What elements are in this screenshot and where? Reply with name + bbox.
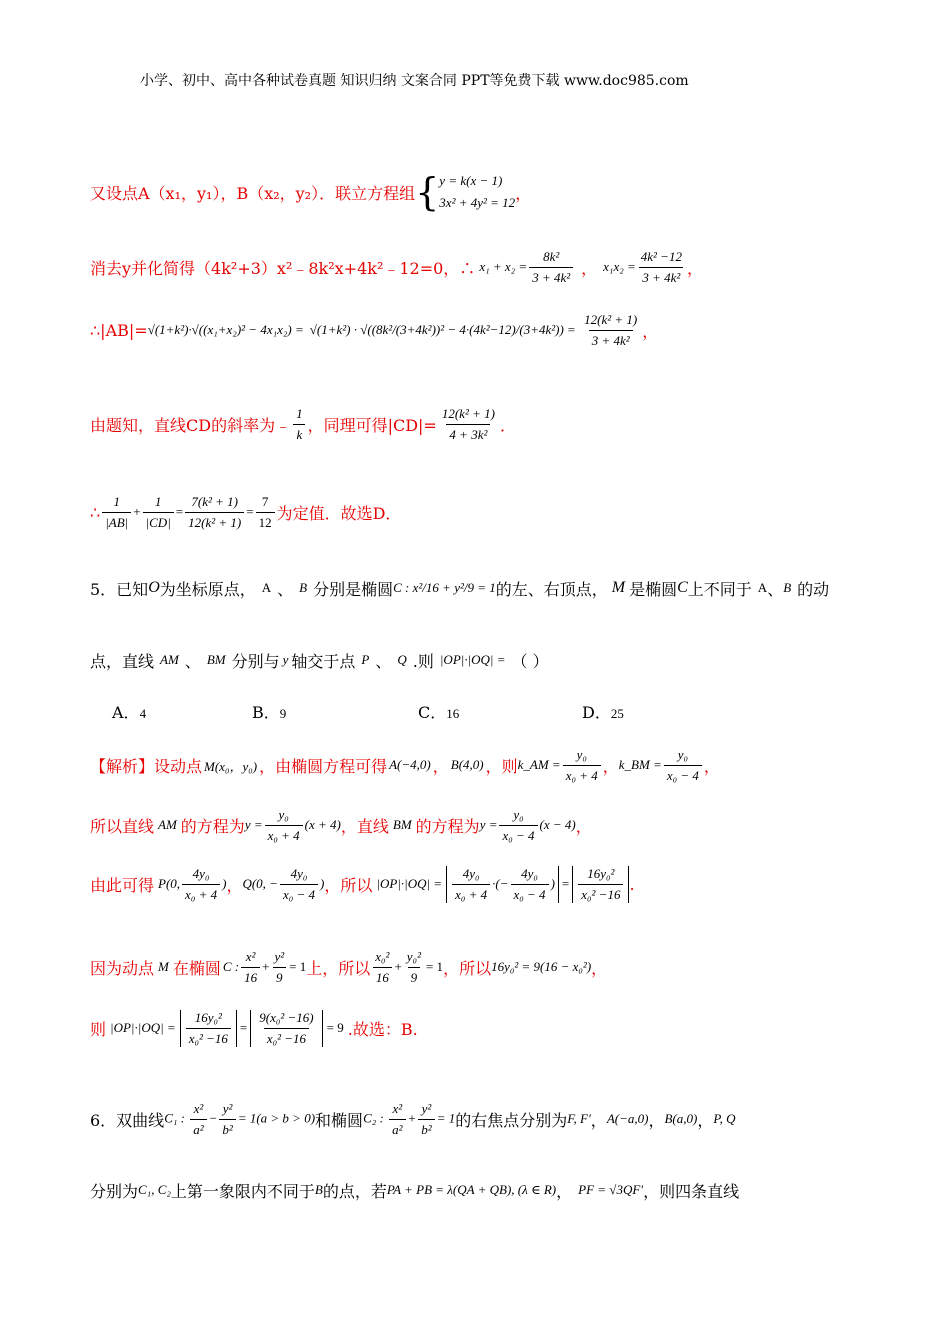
q5-C: C [677,579,688,596]
am-numerator: y₀ [278,806,289,822]
q5-answer-bracket: （ ） [511,651,549,671]
inv-cd-fraction [143,494,174,531]
final-denominator: 12 [256,512,275,531]
kam-denominator: x₀ + 4 [563,765,601,784]
sol4-line2: 消去y并化简得（4k²+3）x²﹣8k²x+4k²﹣12=0，∴ x₁ + x₂ = $\frac{\text{8k²}}{\text{3 + 4k²}}$ ， x₁x₂ = $\frac{\text{4k² −12}}{\text{3 + 4k²}}$ ， [90,248,703,285]
therefore-symbol: ∴ [90,502,101,522]
sol5-l5-text-1: 则 [90,1019,107,1039]
q5-text-7: 的动 [797,579,830,599]
q6-hyperbola: C₁ : $\frac{\text{x²}}{\text{a²}}$ − $\frac{\text{y²}}{\text{b²}}$ = 1(a > b > 0) [164,1100,316,1137]
q6-l2-text-3: 的点，若 [322,1181,387,1201]
r-numerator: 16y₀² [587,865,615,881]
q5-sep2: 、 [767,579,784,599]
am-denominator: x₀ + 4 [265,825,303,844]
q5-l2-text-1: 点，直线 [90,651,155,671]
equation-system [439,170,515,214]
sol5-l2-text-1: 所以直线 [90,816,155,836]
sol5-line2: 所以直线 AM 的方程为 y = $\frac{\text{y₀}}{\text{x₀ + 4}}$ (x + 4) ，直线 BM 的方程为 y = $\frac{\text{y₀}}{\text{x₀ − 4}}$ (x − 4) ， [90,806,592,843]
inv-ab-numerator: 1 [113,493,120,509]
inv-ab-fraction [102,494,131,531]
cd-result-numerator: 12(k² + 1) [441,405,495,421]
ab-result-numerator: 12(k² + 1) [584,311,638,327]
q5-expr: |OP|·|OQ| = [439,652,506,667]
q6-l2-text-4: ，则四条直线 [643,1181,740,1201]
sol5-line5: 则 |OP|·|OQ| = $\frac{\text{16y₀²}}{\text{x₀² −16}}$ = $\frac{\text{9(x₀² −16)}}{\text{x₀² −16}}$ = 9 .故选：B. [90,1009,418,1046]
q6-line2: 分别为 C₁, C₂ 上第一象限内不同于 B 的点，若 PA + PB = λ(QA + QB), (λ ∈ R) ， PF = √3QF′ ，则四条直线 [90,1170,739,1210]
q6-l2-B: B [314,1182,323,1197]
system-eq2: 3x² + 4y² = 12 [439,195,516,210]
q6-C12: C₁, C₂ [138,1182,171,1197]
q-numerator: 4y₀ [290,865,308,881]
q6-text-3: 的右焦点分别为 [455,1110,568,1130]
ab-result-denominator: 3 + 4k² [589,330,633,349]
q5-l2-sep2: 、 [375,651,392,671]
sol5-line4: 因为动点 M 在椭圆 C : $\frac{\text{x²}}{16}$ + $\frac{\text{y²}}{9}$ = 1 上，所以 $\frac{\text{x₀²}}{16}$ + $\frac{\text{y₀²}}{9}$ = 1 ，所以 16y₀² = 9(16 − x₀²) ， [90,948,608,985]
sol5-line3: 由此可得 P(0, $\frac{\text{4y₀}}{\text{x₀ + 4}}$ ) ， Q(0, − $\frac{\text{4y₀}}{\text{x₀ − 4}}$ ) ，所以 |OP|·|OQ| = $\frac{\text{4y₀}}{\text{x₀ + 4}}$ ·(− $\frac{\text{4y₀}}{\text{x₀ − 4}}$ ) = $\frac{\text{16y₀²}}{\text{x₀² −16}}$ . [90,865,635,902]
q5-text-3: 分别是椭圆 [313,579,394,599]
final-fraction [256,494,275,531]
sol5-B: B(4,0) [450,757,484,772]
sol5-am-slope [265,807,303,844]
sol5-l4-eq: 16y₀² = 9(16 − x₀²) [491,959,592,974]
q6-PQ: P, Q [713,1111,736,1126]
q6-line1: 6．双曲线 C₁ : $\frac{\text{x²}}{\text{a²}}$ − $\frac{\text{y²}}{\text{b²}}$ = 1(a > b > 0) 和椭圆 C₂ : $\frac{\text{x²}}{\text{a²}}$ + $\frac{\text{y²}}{\text{b²}}$ = 1 的右焦点分别为 F, F′ ， A(−a,0) ， B(a,0) ， P, Q [90,1100,736,1137]
sol5-l4-text-2: 在椭圆 [172,958,221,978]
sol5-Q-point: Q(0, − [242,876,278,891]
sol5-kam-label: k_AM = [517,757,561,772]
cd-text: ，同理可得|CD|= [307,415,437,435]
kbm-numerator: y₀ [677,746,688,762]
system-brace: { [415,170,440,214]
sol5-l5-result: = 9 [326,1020,344,1035]
option-a-label: A． [112,703,140,722]
product-expr: x₁x₂ = [603,259,636,274]
q5-text-6: 上不同于 [687,579,752,599]
ab-label: ∴|AB|= [90,320,148,340]
product-fraction [638,249,685,286]
sol4-conclusion: 为定值．故选D． [276,503,402,523]
sol5-line1: 【解析】设动点 M(x₀，y₀) ，由椭圆方程可得 A(−4,0) ， B(4,0) ，则 k_AM = $\frac{\text{y₀}}{\text{x₀ + 4}}$ ， k_BM = $\frac{\text{y₀}}{\text{x₀ − 4}}$ ， [90,746,720,783]
sol5-l1-text-2: ，由椭圆方程可得 [259,756,388,776]
sol5-bm-slope [499,807,537,844]
product-denominator: 3 + 4k² [639,267,683,286]
q5-A: A [261,580,272,595]
sol5-l5-abs [250,1010,322,1047]
sol5-l3-text-2: ，所以 [324,875,373,895]
page-header: 小学、初中、高中各种试卷真题 知识归纳 文案合同 PPT等免费下载 www.doc985.com [140,73,689,89]
sol4-line3: ∴|AB|= √(1+k²)·√((x₁+x₂)² − 4x₁x₂) = √(1+k²) · √((8k²/(3+4k²))² − 4·(4k²−12)/(3+4k²)) = $\frac{\text{12(k² + 1)}}{\text{3 + 4k²}}$ ， [90,311,659,348]
cd-result-denominator: 4 + 3k² [446,424,490,443]
q5-AM: AM [160,652,179,667]
sum-fraction [529,249,573,286]
q5-line2 [90,640,549,680]
sol5-BM: BM [392,817,412,832]
inv-cd-numerator: 1 [154,493,162,509]
sol5-result-abs [572,866,629,903]
l5-denominator: x₀² −16 [264,1028,309,1047]
sum-ratio-numerator: 7(k² + 1) [191,493,238,509]
sol5-l4-text-3: 上，所以 [306,958,371,978]
kam-numerator: y₀ [576,746,587,762]
sum-ratio-denominator: 12(k² + 1) [185,512,244,531]
sol5-l2-text-3: ，直线 [340,816,389,836]
q6-l2-text-1: 分别为 [90,1181,139,1201]
p-denominator: x₀ + 4 [182,884,220,903]
sol5-M: M(x₀，y₀) [204,758,258,774]
sol5-product-abs: $\frac{\text{4y₀}}{\text{x₀ + 4}}$ ·(− $\frac{\text{4y₀}}{\text{x₀ − 4}}$ ) [446,866,559,903]
am-tail: (x + 4) [304,817,341,832]
q5-option-a[interactable] [112,700,146,723]
kbm-denominator: x₀ − 4 [664,765,702,784]
q6-A: A(−a,0) [606,1111,649,1126]
sol5-l4-text-1: 因为动点 [90,958,155,978]
sol5-kbm-fraction [664,747,702,784]
bm-denominator: x₀ − 4 [499,825,537,844]
ab-expr-1: √(1+k²)·√((x₁+x₂)² − 4x₁x₂) = [147,322,304,337]
product-numerator: 4k² −12 [640,248,682,264]
sum-ratio-fraction [185,494,244,531]
sol5-l3-text-1: 由此可得 [90,875,155,895]
sol4-line4: 由题知，直线CD的斜率为﹣ $\frac{1}{k}$ ，同理可得|CD|= $\frac{\text{12(k² + 1)}}{\text{4 + 3k²}}$ ． [90,405,516,442]
sol5-kbm-label: k_BM = [618,757,662,772]
q5-A2: A [757,580,768,595]
q5-number: 5．已知 [90,579,149,599]
sol5-kam-fraction [563,747,601,784]
sol5-l2-text-2: 的方程为 [180,816,245,836]
q5-M: M [611,579,626,596]
bm-tail: (x − 4) [539,817,576,832]
r-denominator: x₀² −16 [578,884,623,903]
q5-Q: Q [397,652,407,667]
q5-P: P [361,652,370,667]
option-d-value: 25 [610,706,624,721]
q5-B: B [299,580,308,595]
sol5-l1-text-3: ，则 [485,756,518,776]
final-numerator: 7 [261,493,269,509]
q5-l2-text-3: 轴交于点 [291,651,356,671]
ab-result-fraction [581,312,640,349]
inv-cd-denominator: |CD| [143,512,174,531]
option-b-value: 9 [279,706,287,721]
sum-numerator: 8k² [543,248,560,264]
q-denominator: x₀ − 4 [280,884,318,903]
sol5-l2-text-4: 的方程为 [415,816,480,836]
cd-result-fraction [439,406,498,443]
sol5-l5-expr: |OP|·|OQ| = [110,1020,176,1035]
q5-line1 [90,563,829,613]
q5-y: y [282,652,289,667]
q6-condition: PF = √3QF′ [578,1182,644,1197]
sol4-line1-text: 又设点A（x₁，y₁），B（x₂，y₂）．联立方程组 [90,183,416,203]
q5-ellipse-eq: C : x²/16 + y²/9 = 1 [393,580,496,595]
sol5-opoq: |OP|·|OQ| = [376,876,443,891]
q5-option-b[interactable] [252,700,286,723]
sol4-line1-tail: ， [515,183,532,203]
option-d-label: D． [582,703,611,722]
option-c-value: 16 [446,706,460,721]
q5-BM: BM [206,652,226,667]
q6-ellipse: C₂ : $\frac{\text{x²}}{\text{a²}}$ + $\frac{\text{y²}}{\text{b²}}$ = 1 [363,1100,456,1137]
cd-slope-numerator: 1 [296,405,303,421]
cd-slope-denominator: k [293,424,305,443]
sum-expr: x₁ + x₂ = [479,259,528,274]
ab-expr-2: √(1+k²) · √((8k²/(3+4k²))² − 4·(4k²−12)/(3+4k²)) [309,322,564,337]
option-c-label: C． [418,703,447,722]
sol4-line1 [90,162,531,222]
q5-option-d[interactable] [582,700,624,723]
sol4-line5: ∴ $\frac{1}{|AB|}$ + $\frac{1}{|CD|}$ = $\frac{\text{7(k² + 1)}}{\text{12(k² + 1)}}$ = $\frac{7}{12}$ 为定值．故选D． [90,493,402,530]
sol4-line2-text: 消去y并化简得（4k²+3）x²﹣8k²x+4k²﹣12=0，∴ [90,258,476,278]
sum-denominator: 3 + 4k² [529,267,573,286]
inv-ab-denominator: |AB| [102,512,131,531]
sol5-P-fraction [182,866,220,903]
q6-text-2: 和椭圆 [315,1110,364,1130]
option-a-value: 4 [139,706,147,721]
q5-text-5: 是椭圆 [629,579,678,599]
q6-B: B(a,0) [664,1111,698,1126]
q5-text-2: 为坐标原点， [159,579,256,599]
sol5-l5-conclusion: .故选：B. [347,1019,418,1039]
sol5-Q-fraction [280,866,318,903]
q6-number: 6．双曲线 [90,1110,165,1130]
sol5-l4-C: C : [222,959,240,974]
bm-numerator: y₀ [513,806,524,822]
sol5-A: A(−4,0) [389,757,431,772]
q6-foci: F, F′ [567,1111,591,1126]
cd-slope-fraction [293,406,306,443]
sol5-l1-text-1: 【解析】设动点 [90,756,203,776]
q5-sep: 、 [277,579,294,599]
q6-l2-text-2: 上第一象限内不同于 [170,1181,315,1201]
l5-numerator: 9(x₀² −16) [259,1009,314,1025]
sol5-l4-M: M [158,959,169,974]
q5-l2-sep: 、 [184,651,201,671]
q5-l2-text-4: .则 [412,651,434,671]
option-b-label: B． [252,703,280,722]
p-numerator: 4y₀ [192,865,210,881]
q5-text-4: 的左、右顶点， [495,579,608,599]
sol5-P-point: P(0, [158,876,181,891]
sol5-l4-text-4: ，所以 [443,958,492,978]
q5-l2-text-2: 分别与 [231,651,280,671]
system-eq1: y = k(x − 1) [439,173,503,188]
sol5-AM: AM [158,817,177,832]
q5-B2: B [783,580,792,595]
q6-vector-eq: PA + PB = λ(QA + QB), (λ ∈ R) [386,1182,557,1197]
q5-O: O [148,579,160,596]
q5-option-c[interactable] [418,700,459,723]
cd-slope-text: 由题知，直线CD的斜率为﹣ [90,415,292,435]
